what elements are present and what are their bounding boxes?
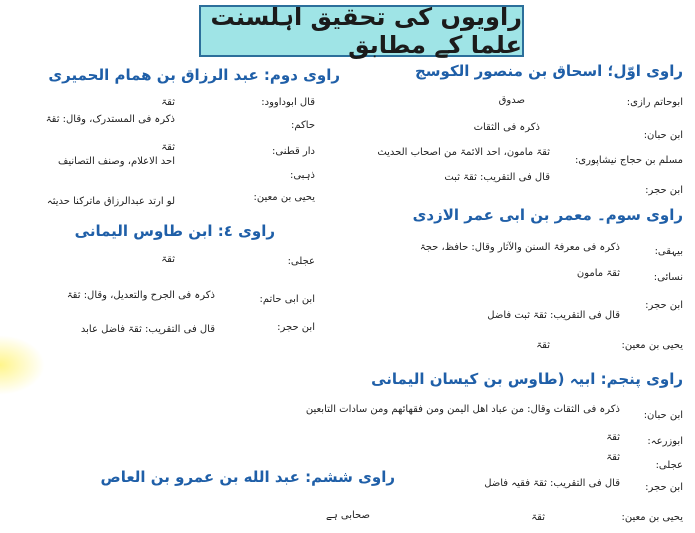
narrator-1-heading: راوی اوّل؛ اسحاق بن منصور الکوسج — [414, 62, 683, 80]
narrator-3-label-1: بیہقی: — [654, 246, 683, 257]
narrator-3-label-2: نسائی: — [653, 272, 683, 283]
narrator-2-value-4: احد الاعلام، وصنف التصانیف — [58, 156, 175, 167]
narrator-3-label-4: یحیی بن معین: — [621, 340, 683, 351]
narrator-1-value-3: ثقۃ مامون، احد الائمۃ من اصحاب الحدیث — [377, 147, 550, 158]
narrator-5-label-2: ابوزرعہ: — [647, 436, 683, 447]
narrator-2-value-2: ذکرہ فی المستدرک، وقال: ثقۃ — [45, 114, 175, 125]
narrator-3-value-2: ثقۃ مامون — [576, 268, 620, 279]
narrator-6-value-1: صحابی ہے — [325, 510, 370, 521]
narrator-2-label-3: دار قطنی: — [272, 146, 315, 157]
narrator-1-label-3: مسلم بن حجاج نیشاپوری: — [574, 155, 683, 166]
narrator-1-value-2: ذکرہ فی الثقات — [473, 122, 540, 133]
narrator-1-label-4: ابن حجر: — [645, 185, 683, 196]
narrator-3-label-3: ابن حجر: — [645, 300, 683, 311]
title-banner — [199, 5, 524, 57]
narrator-5-label-4: ابن حجر: — [645, 482, 683, 493]
page-title: راویوں کی تحقیق اہلسنت علما کے مطابق — [210, 3, 522, 59]
narrator-2-label-4: ذہبی: — [289, 170, 315, 181]
narrator-4-value-1: ثقۃ — [161, 254, 175, 265]
narrator-5-label-1: ابن حبان: — [643, 410, 683, 421]
narrator-5-value-4: قال فی التقریب: ثقۃ فقیہ فاضل — [484, 478, 620, 489]
narrator-5-value-2: ثقۃ — [606, 432, 620, 443]
narrator-2-value-5: لو ارتد عبدالرزاق ماترکنا حدیثہ — [46, 196, 175, 207]
narrator-4-heading: راوی ٤: ابن طاوس الیمانی — [74, 222, 275, 240]
narrator-2-label-5: یحیی بن معین: — [253, 192, 315, 203]
narrator-5-value-5: ثقۃ — [531, 512, 545, 523]
narrator-5-value-1: ذکرہ فی الثقات وقال: من عباد اهل الیمن ومن فقهائهم ومن سادات التابعین — [305, 404, 620, 415]
narrator-1-label-2: ابن حبان: — [643, 130, 683, 141]
narrator-5-label-3: عجلی: — [655, 460, 683, 471]
narrator-3-value-3: قال فی التقریب: ثقۃ ثبت فاضل — [487, 310, 620, 321]
narrator-3-value-4: ثقۃ — [536, 340, 550, 351]
narrator-4-label-3: ابن حجر: — [277, 322, 315, 333]
yellow-highlight-decoration — [0, 335, 45, 395]
narrator-4-value-2: ذکرہ فی الجرح والتعدیل، وقال: ثقۃ — [66, 290, 215, 301]
narrator-1-value-1: صدوق — [498, 95, 525, 106]
narrator-2-value-1: ثقۃ — [161, 97, 175, 108]
narrator-5-label-5: یحیی بن معین: — [621, 512, 683, 523]
narrator-2-value-3: ثقۃ — [161, 142, 175, 153]
narrator-3-value-1: ذکرہ فی معرفۃ السنن والآثار وقال: حافظ، حجۃ — [419, 242, 620, 253]
narrator-2-heading: راوی دوم: عبد الرزاق بن همام الحمیری — [48, 66, 340, 84]
narrator-5-heading: راوی پنجم: ابیہ (طاوس بن کیسان الیمانی — [371, 370, 683, 388]
narrator-2-label-2: حاکم: — [290, 120, 315, 131]
narrator-2-label-1: قال ابوداوود: — [261, 97, 315, 108]
narrator-5-value-3: ثقۃ — [606, 452, 620, 463]
narrator-4-value-3: قال فی التقریب: ثقۃ فاضل عابد — [80, 324, 215, 335]
narrator-3-heading: راوی سوم۔ معمر بن ابی عمر الازدی — [412, 206, 683, 224]
narrator-4-label-2: ابن ابی حاتم: — [259, 294, 315, 305]
narrator-1-label-1: ابوحاتم رازی: — [626, 97, 683, 108]
narrator-6-heading: راوی ششم: عبد الله بن عمرو بن العاص — [100, 468, 395, 486]
narrator-4-label-1: عجلی: — [287, 256, 315, 267]
narrator-1-value-4: قال فی التقریب: ثقۃ ثبت — [444, 172, 550, 183]
